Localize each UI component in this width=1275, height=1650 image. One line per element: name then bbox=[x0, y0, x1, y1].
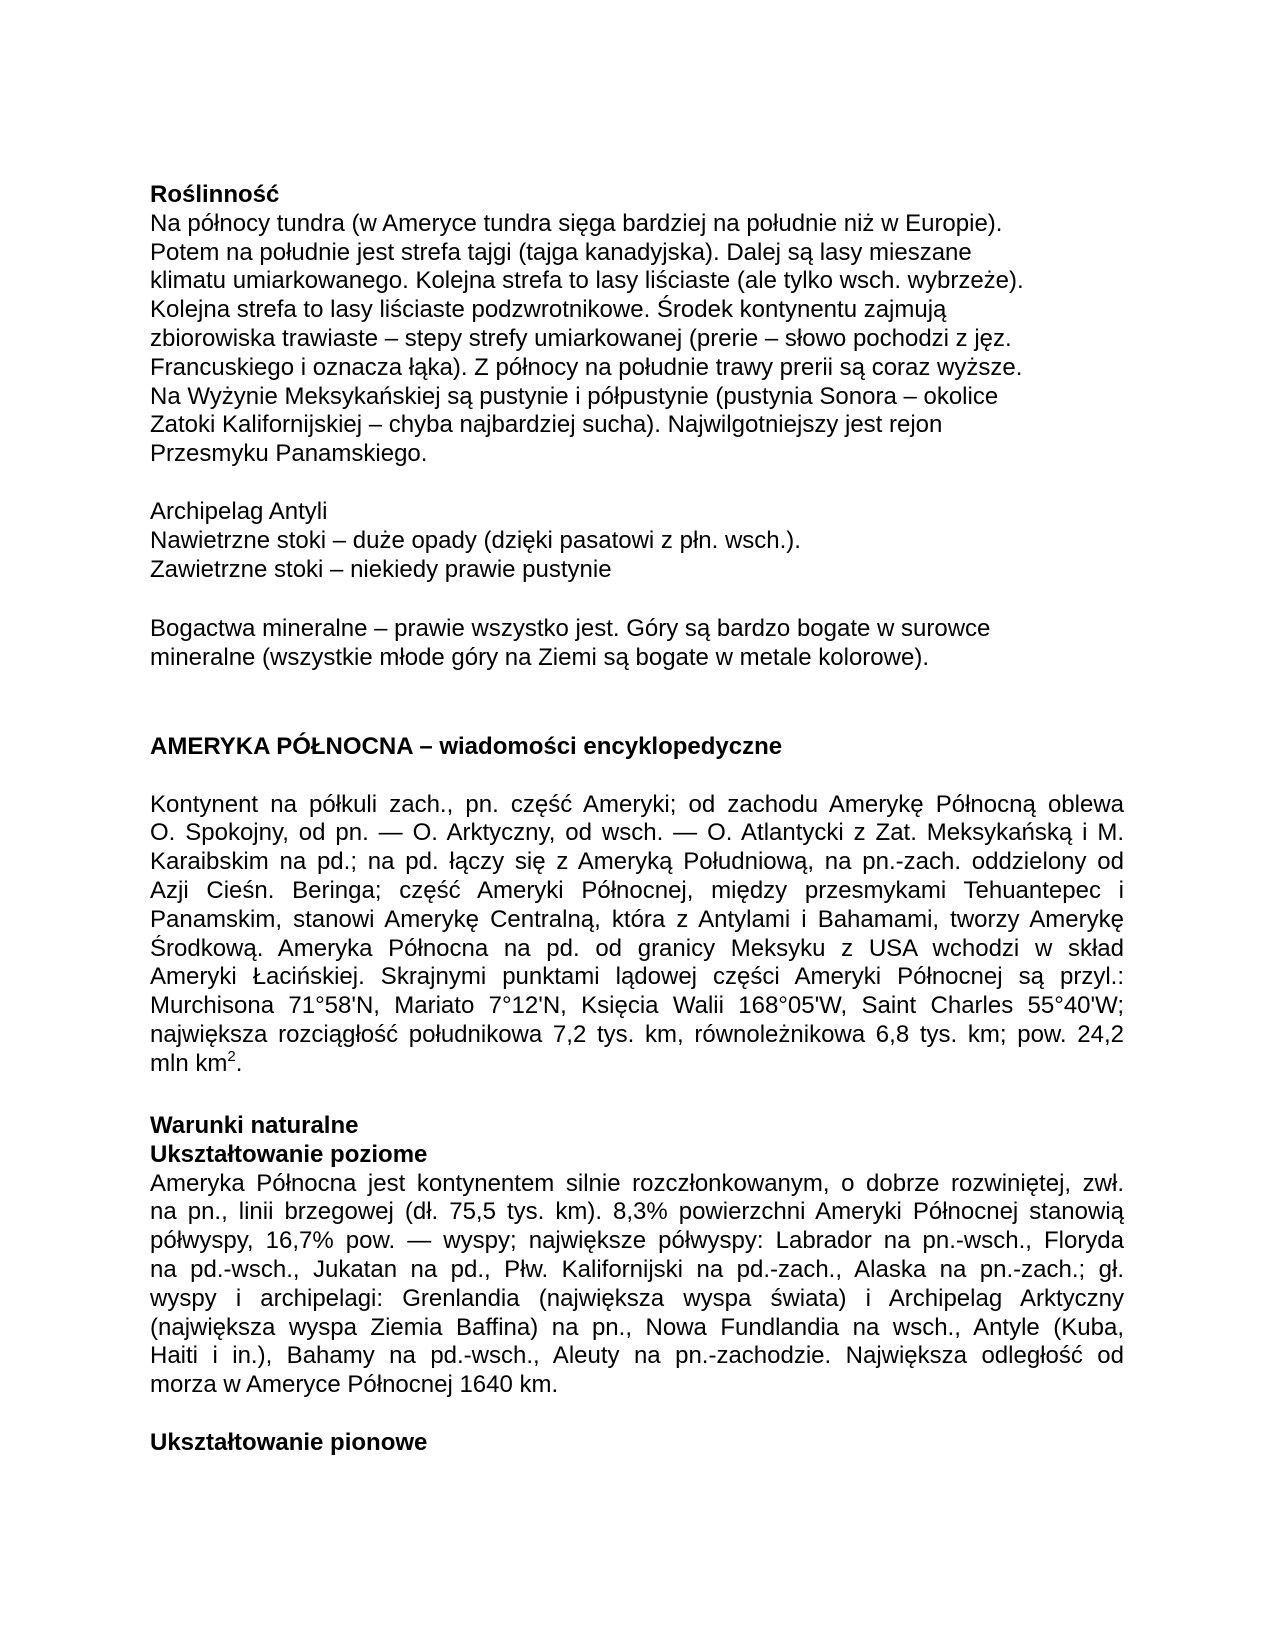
justified-line: na pd.-wsch., Jukatan na pd., Płw. Kalifornijski na pd.-zach., Alaska na pn.-zach.; gł. bbox=[150, 1255, 1124, 1283]
superscript: 2 bbox=[227, 1047, 236, 1065]
justified-line: Karaibskim na pd.; na pd. łączy się z Ameryką Południową, na pn.-zach. oddzielony od bbox=[150, 848, 1124, 876]
justified-line: wyspy i archipelagi: Grenlandia (największa wyspa świata) i Archipelag Arktyczny bbox=[150, 1284, 1124, 1312]
text-line-last: morza w Ameryce Północnej 1640 km. bbox=[150, 1371, 559, 1399]
subheading-pionowe: Ukształtowanie pionowe bbox=[150, 1428, 428, 1456]
justified-line: Ameryka Północna jest kontynentem silnie rozczłonkowanym, o dobrze rozwiniętej, zwł. bbox=[150, 1169, 1124, 1197]
heading-warunki: Warunki naturalne bbox=[150, 1112, 359, 1139]
area-text: mln km bbox=[150, 1049, 228, 1077]
section-encyklopedia bbox=[150, 733, 1124, 1079]
subheading-poziome: Ukształtowanie poziome bbox=[150, 1140, 428, 1168]
text-line: klimatu umiarkowanego. Kolejna strefa to lasy liściaste (ale tylko wsch. wybrzeże). bbox=[150, 267, 1024, 295]
text-line: Potem na południe jest strefa tajgi (tajga kanadyjska). Dalej są lasy mieszane bbox=[150, 238, 972, 266]
text-line: mineralne (wszystkie młode góry na Ziemi są bogate w metale kolorowe). bbox=[150, 643, 929, 671]
line-list bbox=[150, 498, 1124, 584]
section-roslinnosc bbox=[150, 181, 1124, 469]
section-warunki bbox=[150, 1112, 1124, 1458]
text-line-last bbox=[150, 1047, 1124, 1079]
justified-line: Panamskim, stanowi Amerykę Centralną, która z Antylami i Bahamami, tworzy Amerykę bbox=[150, 905, 1124, 933]
period: . bbox=[235, 1049, 243, 1077]
justified-line: Kontynent na półkuli zach., pn. część Ameryki; od zachodu Amerykę Północną oblewa bbox=[150, 790, 1124, 818]
text-line: Nawietrzne stoki – duże opady (dzięki pasatowi z płn. wsch.). bbox=[150, 526, 801, 554]
heading-roslinnosc: Roślinność bbox=[150, 181, 280, 208]
text-line: Na Wyżynie Meksykańskiej są pustynie i półpustynie (pustynia Sonora – okolice bbox=[150, 382, 999, 410]
section-antyle bbox=[150, 498, 1124, 584]
justified-line: największa rozciągłość południkowa 7,2 tys. km, równoleżnikowa 6,8 tys. km; pow. 24,2 bbox=[150, 1020, 1124, 1048]
justified-line: Azji Cieśn. Beringa; część Ameryki Północnej, między przesmykami Tehuantepec i bbox=[150, 876, 1124, 904]
text-line: Przesmyku Panamskiego. bbox=[150, 440, 428, 468]
text-line: Kolejna strefa to lasy liściaste podzwrotnikowe. Środek kontynentu zajmują bbox=[150, 296, 947, 324]
justified-line: Murchisona 71°58'N, Mariato 7°12'N, Księcia Walii 168°05'W, Saint Charles 55°40'W; bbox=[150, 992, 1124, 1020]
justified-line: Haiti i in.), Bahamy na pd.-wsch., Aleuty na pn.-zachodzie. Największa odległość od bbox=[150, 1342, 1124, 1370]
justified-line: Środkową. Ameryka Północna na pd. od granicy Meksyku z USA wchodzi w skład bbox=[150, 934, 1124, 962]
justified-line: O. Spokojny, od pn. — O. Arktyczny, od wsch. — O. Atlantycki z Zat. Meksykańską i M. bbox=[150, 819, 1124, 847]
text-line: Francuskiego i oznacza łąka). Z północy na południe trawy prerii są coraz wyższe. bbox=[150, 353, 1023, 381]
justified-line: półwyspy, 16,7% pow. — wyspy; największe półwyspy: Labrador na pn.-wsch., Floryda bbox=[150, 1227, 1124, 1255]
text-line: Zatoki Kalifornijskiej – chyba najbardziej sucha). Najwilgotniejszy jest rejon bbox=[150, 411, 943, 439]
section-bogactwa bbox=[150, 615, 1124, 673]
line-list bbox=[150, 1170, 1124, 1372]
line-list bbox=[150, 791, 1124, 1050]
text-line: Zawietrzne stoki – niekiedy prawie pustynie bbox=[150, 555, 612, 583]
justified-line: na pn., linii brzegowej (dł. 75,5 tys. km). 8,3% powierzchni Ameryki Północnej stanowią bbox=[150, 1198, 1124, 1226]
blank-line bbox=[150, 1400, 1124, 1429]
justified-line: (największa wyspa Ziemia Baffina) na pn., Nowa Fundlandia na wsch., Antyle (Kuba, bbox=[150, 1313, 1124, 1341]
text-line: Bogactwa mineralne – prawie wszystko jest. Góry są bardzo bogate w surowce bbox=[150, 615, 991, 642]
text-line: zbiorowiska trawiaste – stepy strefy umiarkowanej (prerie – słowo pochodzi z jęz. bbox=[150, 324, 1012, 352]
line-list bbox=[150, 210, 1124, 469]
text-line: Archipelag Antyli bbox=[150, 498, 328, 525]
heading-encyklopedia: AMERYKA PÓŁNOCNA – wiadomości encyklopedyczne bbox=[150, 733, 783, 760]
line-list bbox=[150, 615, 1124, 673]
text-line: Na północy tundra (w Ameryce tundra sięga bardziej na południe niż w Europie). bbox=[150, 209, 1003, 237]
blank-line bbox=[150, 762, 1124, 791]
justified-line: Ameryki Łacińskiej. Skrajnymi punktami lądowej części Ameryki Północnej są przyl.: bbox=[150, 963, 1124, 991]
